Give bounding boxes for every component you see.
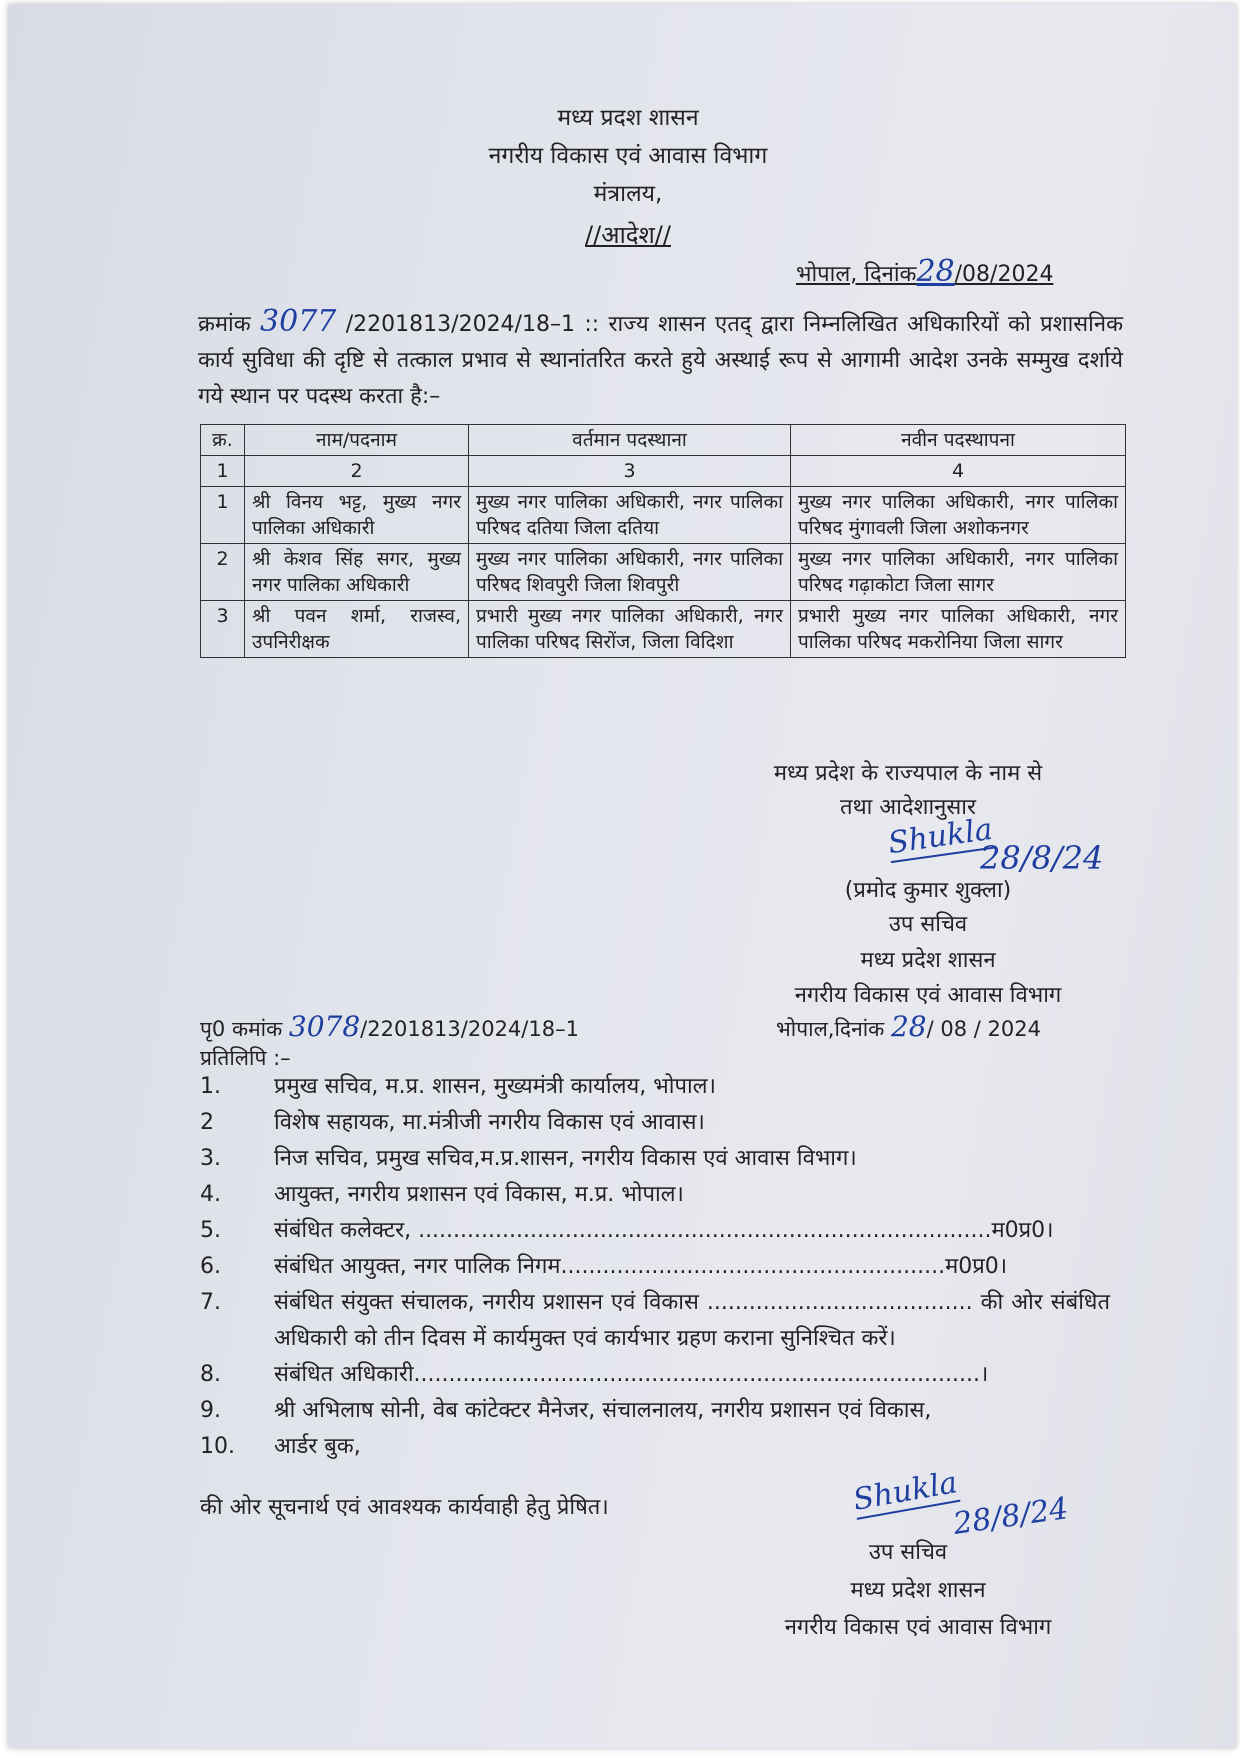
column-number: 3 — [469, 456, 791, 487]
endorsement-number-handwritten: 3078 — [288, 1010, 361, 1043]
list-text: आर्डर बुक, — [274, 1434, 361, 1459]
table-row — [201, 544, 1126, 601]
table-header-row — [201, 425, 1126, 456]
list-number: 7. — [200, 1290, 221, 1315]
authority-line-1: मध्य प्रदेश के राज्यपाल के नाम से — [773, 761, 1043, 786]
list-text: आयुक्त, नगरीय प्रशासन एवं विकास, म.प्र. भोपाल। — [274, 1182, 684, 1207]
order-no-prefix: क्रमांक — [198, 312, 251, 337]
row-sn: 1 — [201, 487, 245, 544]
copy-label: प्रतिलिपि :– — [200, 1046, 291, 1070]
column-number: 1 — [201, 456, 245, 487]
order-text: /2201813/2024/18–1 :: राज्य शासन एतद् द्वारा निम्नलिखित अधिकारियों को प्रशासनिक कार्य सुविधा की दृष्टि से तत्काल प्रभाव से स्थानांतरित करते हुये अस्थाई रूप से आगामी आदेश उनके सम्मुख दर्शाये गये स्थान पर पदस्थ करता है:– — [198, 312, 1123, 409]
list-item — [200, 1393, 1110, 1429]
list-number: 6. — [200, 1254, 221, 1279]
endorsement-date-rest: / 08 / 2024 — [926, 1017, 1041, 1041]
list-item — [200, 1069, 1110, 1105]
header-department: नगरीय विकास एवं आवास विभाग — [488, 143, 768, 169]
order-date — [796, 254, 1053, 289]
signature-2: Shukla — [850, 1465, 960, 1518]
list-number: 9. — [200, 1398, 221, 1423]
list-item — [200, 1177, 1110, 1213]
row-current-posting: मुख्य नगर पालिका अधिकारी, नगर पालिका परिषद दतिया जिला दतिया — [469, 487, 791, 544]
row-current-posting: मुख्य नगर पालिका अधिकारी, नगर पालिका परिषद शिवपुरी जिला शिवपुरी — [469, 544, 791, 601]
footer-designation: उप सचिव — [868, 1540, 948, 1565]
row-name: श्री केशव सिंह सगर, मुख्य नगर पालिका अधिकारी — [245, 544, 469, 601]
row-current-posting: प्रभारी मुख्य नगर पालिका अधिकारी, नगर पालिका परिषद सिरोंज, जिला विदिशा — [469, 601, 791, 658]
header-cell: क्र. — [201, 425, 245, 456]
document-page — [8, 4, 1236, 1748]
order-paragraph — [198, 304, 1123, 415]
list-number: 1. — [200, 1074, 221, 1099]
list-item — [200, 1285, 1110, 1357]
column-number: 2 — [245, 456, 469, 487]
transfer-table — [200, 424, 1126, 658]
list-text: विशेष सहायक, मा.मंत्रीजी नगरीय विकास एवं आवास। — [274, 1110, 705, 1135]
signatory-designation: उप सचिव — [888, 912, 968, 937]
list-text: निज सचिव, प्रमुख सचिव,म.प्र.शासन, नगरीय विकास एवं आवास विभाग। — [274, 1146, 857, 1171]
copy-list — [200, 1069, 1110, 1465]
signatory-name: (प्रमोद कुमार शुक्ला) — [844, 878, 1012, 903]
list-number: 4. — [200, 1182, 221, 1207]
row-new-posting: मुख्य नगर पालिका अधिकारी, नगर पालिका परिषद मुंगावली जिला अशोकनगर — [791, 487, 1126, 544]
endorsement-rest: /2201813/2024/18–1 — [360, 1017, 579, 1041]
list-item — [200, 1429, 1110, 1465]
closing-line: की ओर सूचनार्थ एवं आवश्यक कार्यवाही हेतु प्रेषित। — [200, 1495, 609, 1520]
list-text: संबंधित कलेक्टर, ..................................................................................म0प्र0। — [274, 1218, 1054, 1243]
table-row — [201, 487, 1126, 544]
list-number: 2 — [200, 1110, 214, 1135]
row-name: श्री विनय भट्ट, मुख्य नगर पालिका अधिकारी — [245, 487, 469, 544]
row-new-posting: प्रभारी मुख्य नगर पालिका अधिकारी, नगर पालिका परिषद मकरोनिया जिला सागर — [791, 601, 1126, 658]
column-number: 4 — [791, 456, 1126, 487]
header-cell: नवीन पदस्थापना — [791, 425, 1126, 456]
list-item — [200, 1213, 1110, 1249]
list-text: संबंधित अधिकारी.................................................................................। — [274, 1362, 989, 1387]
header-cell: नाम/पदनाम — [245, 425, 469, 456]
signature-1-date: 28/8/24 — [980, 839, 1104, 877]
header-ministry: मंत्रालय, — [593, 181, 663, 207]
list-number: 10. — [200, 1434, 235, 1459]
list-text: श्री अभिलाष सोनी, वेब कांटेक्टर मैनेजर, संचालनालय, नगरीय प्रशासन एवं विकास, — [274, 1398, 932, 1423]
date-rest: /08/2024 — [954, 262, 1054, 287]
row-name: श्री पवन शर्मा, राजस्व, उपनिरीक्षक — [245, 601, 469, 658]
row-new-posting: मुख्य नगर पालिका अधिकारी, नगर पालिका परिषद गढ़ाकोटा जिला सागर — [791, 544, 1126, 601]
row-sn: 3 — [201, 601, 245, 658]
table-number-row — [201, 456, 1126, 487]
row-sn: 2 — [201, 544, 245, 601]
signature-2-date: 28/8/24 — [951, 1491, 1071, 1542]
header-government: मध्य प्रदश शासन — [557, 105, 699, 131]
list-number: 3. — [200, 1146, 221, 1171]
footer-government: मध्य प्रदेश शासन — [850, 1578, 986, 1603]
list-item — [200, 1249, 1110, 1285]
list-number: 8. — [200, 1362, 221, 1387]
endorsement-date-prefix: भोपाल,दिनांक — [776, 1017, 885, 1041]
authority-line-2: तथा आदेशानुसार — [840, 795, 976, 820]
list-item — [200, 1105, 1110, 1141]
list-item — [200, 1357, 1110, 1393]
signatory-department: नगरीय विकास एवं आवास विभाग — [794, 983, 1062, 1008]
signature-1: Shukla — [885, 811, 995, 862]
order-number-handwritten: 3077 — [260, 304, 337, 339]
list-number: 5. — [200, 1218, 221, 1243]
header-cell: वर्तमान पदस्थाना — [469, 425, 791, 456]
table-row — [201, 601, 1126, 658]
date-prefix: भोपाल, दिनांक — [796, 262, 917, 287]
endorsement-number — [200, 1010, 579, 1043]
list-text: प्रमुख सचिव, म.प्र. शासन, मुख्यमंत्री कार्यालय, भोपाल। — [274, 1074, 716, 1099]
list-text: संबंधित आयुक्त, नगर पालिक निगम.......................................................म0प्र0। — [274, 1254, 1008, 1279]
list-item — [200, 1141, 1110, 1177]
list-text: संबंधित संयुक्त संचालक, नगरीय प्रशासन एवं विकास ...................................... की ओर संबंधित अधिकारी को तीन दिवस में कार्यमुक्त एवं कार्यभार ग्रहण कराना सुनिश्चित करें। — [274, 1290, 1110, 1351]
endorsement-prefix: पृ0 कमांक — [200, 1017, 283, 1041]
endorsement-day-handwritten: 28 — [890, 1010, 927, 1043]
footer-department: नगरीय विकास एवं आवास विभाग — [784, 1615, 1052, 1640]
endorsement-date — [776, 1010, 1041, 1043]
order-title: //आदेश// — [585, 221, 671, 249]
signatory-government: मध्य प्रदेश शासन — [860, 948, 996, 973]
date-day-handwritten: 28 — [916, 254, 955, 289]
